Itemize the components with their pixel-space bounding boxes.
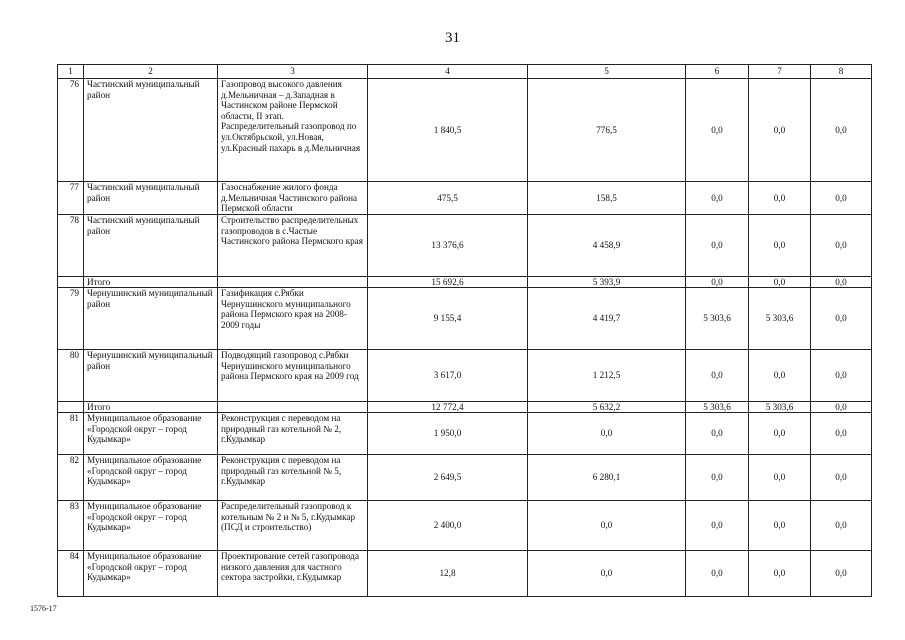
- value-col7: 0,0: [749, 350, 811, 402]
- value-col6: 0,0: [686, 277, 749, 288]
- value-col8: 0,0: [811, 413, 872, 455]
- row-number: 77: [58, 182, 84, 215]
- value-col6: 0,0: [686, 413, 749, 455]
- object-cell: [218, 402, 368, 413]
- value-col5: 0,0: [528, 501, 686, 551]
- value-col5: 4 458,9: [528, 215, 686, 277]
- value-col4: 13 376,6: [368, 215, 528, 277]
- table-row: [58, 182, 872, 215]
- column-header: 6: [686, 65, 749, 79]
- value-col7: 0,0: [749, 455, 811, 501]
- row-number: 78: [58, 215, 84, 277]
- region-cell: Муниципальное образование «Городской округ – город Кудымкар»: [84, 501, 218, 551]
- value-col8: 0,0: [811, 455, 872, 501]
- value-col4: 9 155,4: [368, 288, 528, 350]
- value-col5: 4 419,7: [528, 288, 686, 350]
- object-cell: [218, 277, 368, 288]
- region-cell: Муниципальное образование «Городской округ – город Кудымкар»: [84, 455, 218, 501]
- value-col8: 0,0: [811, 79, 872, 182]
- value-col4: 1 950,0: [368, 413, 528, 455]
- value-col8: 0,0: [811, 402, 872, 413]
- value-col7: 5 303,6: [749, 402, 811, 413]
- object-cell: Проектирование сетей газопровода низкого давления для частного сектора застройки, г.Кудымкар: [218, 551, 368, 597]
- value-col4: 2 649,5: [368, 455, 528, 501]
- value-col5: 1 212,5: [528, 350, 686, 402]
- value-col6: 0,0: [686, 501, 749, 551]
- value-col6: 0,0: [686, 182, 749, 215]
- row-number: 84: [58, 551, 84, 597]
- value-col5: 776,5: [528, 79, 686, 182]
- value-col8: 0,0: [811, 551, 872, 597]
- table-header-row: [58, 65, 872, 79]
- value-col7: 0,0: [749, 277, 811, 288]
- value-col8: 0,0: [811, 277, 872, 288]
- row-number: [58, 402, 84, 413]
- row-number: 76: [58, 79, 84, 182]
- column-header: 5: [528, 65, 686, 79]
- value-col7: 0,0: [749, 551, 811, 597]
- object-cell: Газоснабжение жилого фонда д.Мельничная Частинского района Пермской области: [218, 182, 368, 215]
- page-number: 31: [445, 30, 460, 46]
- region-cell: Чернушинский муниципальный район: [84, 350, 218, 402]
- table-row: [58, 455, 872, 501]
- value-col8: 0,0: [811, 182, 872, 215]
- row-number: 83: [58, 501, 84, 551]
- value-col4: 15 692,6: [368, 277, 528, 288]
- value-col6: 0,0: [686, 455, 749, 501]
- column-header: 1: [58, 65, 84, 79]
- row-number: 80: [58, 350, 84, 402]
- subtotal-label: Итого: [84, 402, 218, 413]
- object-cell: Подводящий газопровод с.Рябки Чернушинского муниципального района Пермского края на 2009 год: [218, 350, 368, 402]
- value-col5: 0,0: [528, 413, 686, 455]
- value-col5: 158,5: [528, 182, 686, 215]
- table-row: [58, 350, 872, 402]
- financing-table: [57, 64, 872, 597]
- value-col8: 0,0: [811, 215, 872, 277]
- value-col7: 0,0: [749, 182, 811, 215]
- value-col7: 0,0: [749, 79, 811, 182]
- value-col5: 6 280,1: [528, 455, 686, 501]
- row-number: 79: [58, 288, 84, 350]
- value-col5: 5 632,2: [528, 402, 686, 413]
- table-row: [58, 215, 872, 277]
- region-cell: Муниципальное образование «Городской округ – город Кудымкар»: [84, 413, 218, 455]
- value-col7: 0,0: [749, 215, 811, 277]
- value-col6: 5 303,6: [686, 288, 749, 350]
- object-cell: Распределительный газопровод к котельным № 2 и № 5, г.Кудымкар (ПСД и строительство): [218, 501, 368, 551]
- value-col4: 12,8: [368, 551, 528, 597]
- region-cell: Частинский муниципальный район: [84, 215, 218, 277]
- column-header: 8: [811, 65, 872, 79]
- table-row: [58, 413, 872, 455]
- subtotal-label: Итого: [84, 277, 218, 288]
- table-row: [58, 501, 872, 551]
- row-number: 81: [58, 413, 84, 455]
- subtotal-row: [58, 277, 872, 288]
- table-row: [58, 551, 872, 597]
- object-cell: Газопровод высокого давления д.Мельничная – д.Западная в Частинском районе Пермской области, II этап. Распределительный газопровод по ул.Октябрьской, ул.Новая, ул.Красный пахарь в д.Мельничная: [218, 79, 368, 182]
- column-header: 2: [84, 65, 218, 79]
- table-row: [58, 79, 872, 182]
- value-col6: 0,0: [686, 350, 749, 402]
- row-number: [58, 277, 84, 288]
- value-col4: 3 617,0: [368, 350, 528, 402]
- value-col8: 0,0: [811, 350, 872, 402]
- value-col6: 0,0: [686, 79, 749, 182]
- subtotal-row: [58, 402, 872, 413]
- object-cell: Реконструкция с переводом на природный газ котельной № 2, г.Кудымкар: [218, 413, 368, 455]
- column-header: 3: [218, 65, 368, 79]
- object-cell: Строительство распределительных газопроводов в с.Частые Частинского района Пермского края: [218, 215, 368, 277]
- value-col4: 12 772,4: [368, 402, 528, 413]
- value-col4: 2 400,0: [368, 501, 528, 551]
- value-col4: 1 840,5: [368, 79, 528, 182]
- value-col4: 475,5: [368, 182, 528, 215]
- column-header: 7: [749, 65, 811, 79]
- object-cell: Газификация с.Рябки Чернушинского муниципального района Пермского края на 2008-2009 годы: [218, 288, 368, 350]
- value-col7: 0,0: [749, 501, 811, 551]
- value-col6: 5 303,6: [686, 402, 749, 413]
- region-cell: Частинский муниципальный район: [84, 79, 218, 182]
- value-col6: 0,0: [686, 215, 749, 277]
- footer-document-code: 1576-17: [30, 604, 57, 613]
- value-col8: 0,0: [811, 288, 872, 350]
- value-col5: 0,0: [528, 551, 686, 597]
- value-col7: 0,0: [749, 413, 811, 455]
- value-col8: 0,0: [811, 501, 872, 551]
- value-col6: 0,0: [686, 551, 749, 597]
- column-header: 4: [368, 65, 528, 79]
- region-cell: Частинский муниципальный район: [84, 182, 218, 215]
- table-row: [58, 288, 872, 350]
- row-number: 82: [58, 455, 84, 501]
- region-cell: Чернушинский муниципальный район: [84, 288, 218, 350]
- object-cell: Реконструкция с переводом на природный газ котельной № 5, г.Кудымкар: [218, 455, 368, 501]
- value-col5: 5 393,9: [528, 277, 686, 288]
- value-col7: 5 303,6: [749, 288, 811, 350]
- region-cell: Муниципальное образование «Городской округ – город Кудымкар»: [84, 551, 218, 597]
